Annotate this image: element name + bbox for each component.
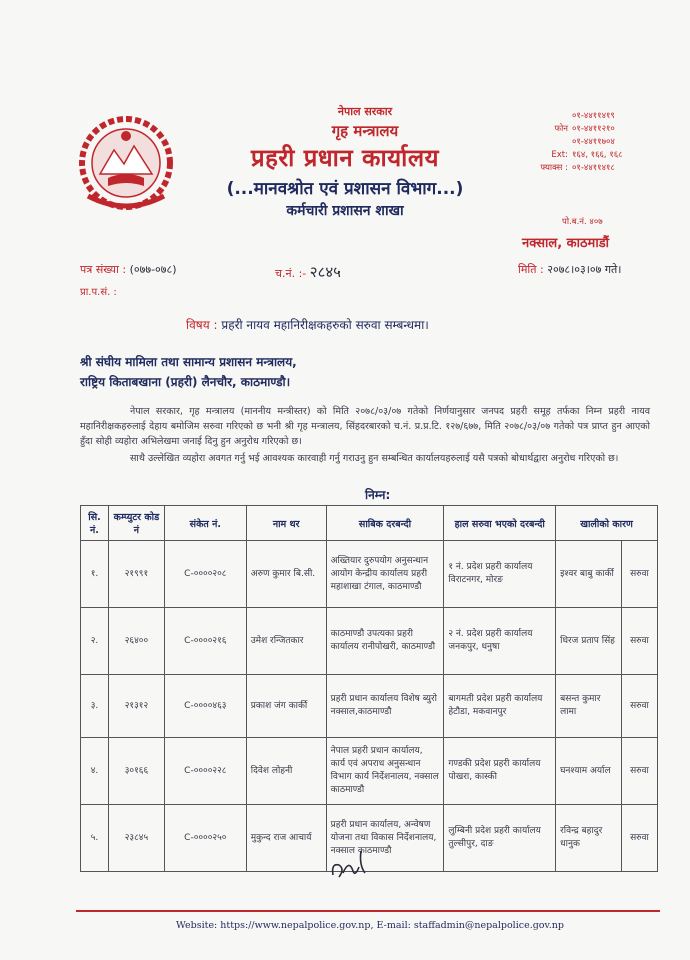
- cell-name: मुकुन्द राज आचार्य: [246, 805, 326, 872]
- government-name: नेपाल सरकार: [337, 105, 393, 118]
- phone-number: ०१-४४११४१९: [572, 111, 615, 121]
- cell-reason: सरुवा: [621, 541, 657, 608]
- column-header: हाल सरुवा भएको दरबन्दी: [444, 506, 556, 541]
- cell-sanket: C-००००२०८: [164, 541, 246, 608]
- cell-sanket: C-००००२१६: [164, 608, 246, 675]
- letter-number-value: (०७७-०७८): [129, 263, 177, 276]
- cell-sanket: C-००००२२८: [164, 738, 246, 805]
- subject-label: विषय :: [186, 318, 218, 332]
- cell-sanket: C-००००४६३: [164, 675, 246, 738]
- footer-divider: [76, 910, 660, 912]
- cell-reason: सरुवा: [621, 608, 657, 675]
- nepal-emblem-icon: [78, 108, 174, 218]
- office-location: नक्साल, काठमाडौं: [522, 236, 610, 251]
- contact-block: [520, 110, 623, 175]
- cell-vacancy-name: घनश्याम अर्याल: [556, 738, 622, 805]
- cell-previous-post: प्रहरी प्रधान कार्यालय, अन्वेषण योजना तथा विकास निर्देशनालय, नक्साल काठमाण्डौ: [326, 805, 444, 872]
- letter-number: [80, 262, 177, 277]
- date-label: मिति :: [518, 263, 544, 276]
- cell-code: ३०१६६: [108, 738, 164, 805]
- dispatch-number-value: २८४५: [309, 263, 341, 281]
- recipient-line: राष्ट्रिय किताबखाना (प्रहरी) लैनचौर, काठमाण्डौ।: [80, 375, 291, 389]
- column-header: संकेत नं.: [164, 506, 246, 541]
- fax-value: ०१-४४११४१८: [572, 163, 615, 173]
- cell-sn: १.: [81, 541, 109, 608]
- ext-value: १६४, १६६, १६८: [572, 150, 623, 160]
- cell-sanket: C-००००२५०: [164, 805, 246, 872]
- phone-label: फोन: [554, 124, 568, 134]
- section-name: कर्मचारी प्रशासन शाखा: [286, 203, 404, 219]
- footer-contact: Website: https://www.nepalpolice.gov.np, E-mail: staffadmin@nepalpolice.gov.np: [176, 920, 564, 931]
- dispatch-number: [275, 262, 341, 282]
- body-paragraph: नेपाल सरकार, गृह मन्त्रालय (माननीय मन्त्रीस्तर) को मिति २०७८/०३/०७ गतेको निर्णयानुसार जनपद प्रहरी समूह तर्फका निम्न प्रहरी नायव महानिरीक्षकहरुलाई देहाय बमोजिम सरुवा गरिएको छ भनी श्री गृह मन्त्रालय, सिंहदरबारको च.नं. प्र.प्र.टि. १२७/६७७, मिति २०७८/०३/०७ गतेको पत्र प्राप्त हुन आएको हुँदा सोही व्यहोरा अभिलेखमा जनाई दिनु हुन अनुरोध गरिएको छ।: [80, 406, 650, 447]
- cell-new-post: लुम्बिनी प्रदेश प्रहरी कार्यालय तुल्सीपुर, दाङ: [444, 805, 556, 872]
- cell-reason: सरुवा: [621, 738, 657, 805]
- letter-body: [80, 404, 650, 468]
- cell-sn: २.: [81, 608, 109, 675]
- cell-code: २६४००: [108, 608, 164, 675]
- ext-label: Ext:: [551, 150, 568, 160]
- date-value: २०७८।०३।०७ गते।: [547, 263, 622, 276]
- signature-icon: [325, 845, 375, 885]
- cell-name: दिवेश लोहनी: [246, 738, 326, 805]
- column-header: नाम थर: [246, 506, 326, 541]
- cell-name: उमेश रन्जितकार: [246, 608, 326, 675]
- reference-number: प्रा.प.सं. :: [80, 287, 117, 298]
- column-header: कम्प्युटर कोड नं: [108, 506, 164, 541]
- list-heading: निम्न:: [365, 488, 391, 502]
- letter-date: [518, 262, 621, 277]
- cell-code: २१९९१: [108, 541, 164, 608]
- table-row: [81, 675, 658, 738]
- body-paragraph: साथै उल्लेखित व्यहोरा अवगत गर्नु भई आवश्यक कारवाही गर्नु गराउनु हुन सम्बन्धित कार्यालयहरुलाई यसै पत्रको बोधार्थद्वारा अनुरोध गरिएको छ।: [130, 453, 619, 464]
- cell-vacancy-name: इश्वर बाबु कार्की: [556, 541, 622, 608]
- cell-previous-post: प्रहरी प्रधान कार्यालय विशेष ब्युरो नक्साल,काठमाण्डौ: [326, 675, 444, 738]
- cell-name: प्रकाश जंग कार्की: [246, 675, 326, 738]
- cell-name: अरुण कुमार बि.सी.: [246, 541, 326, 608]
- column-header: सि. नं.: [81, 506, 109, 541]
- cell-previous-post: काठमाण्डौ उपत्यका प्रहरी कार्यालय रानीपोखरी, काठमाण्डौ: [326, 608, 444, 675]
- cell-code: २१३१२: [108, 675, 164, 738]
- po-box: पो.ब.नं. ४०७: [562, 217, 603, 227]
- cell-new-post: १ नं. प्रदेश प्रहरी कार्यालय विराटनगर, मोरङ: [444, 541, 556, 608]
- cell-vacancy-name: धिरज प्रताप सिंह: [556, 608, 622, 675]
- cell-previous-post: अख्तियार दुरुपयोग अनुसन्धान आयोग केन्द्रीय कार्यालय प्रहरी महाशाखा टंगाल, काठमाण्डौ: [326, 541, 444, 608]
- cell-new-post: २ नं. प्रदेश प्रहरी कार्यालय जनकपुर, धनुषा: [444, 608, 556, 675]
- cell-vacancy-name: रविन्द्र बहादुर धानुक: [556, 805, 622, 872]
- column-header: खालीको कारण: [556, 506, 658, 541]
- ministry-name: गृह मन्त्रालय: [331, 122, 399, 140]
- recipient-line: श्री संघीय मामिला तथा सामान्य प्रशासन मन्त्रालय,: [80, 355, 297, 369]
- cell-reason: सरुवा: [621, 675, 657, 738]
- cell-reason: सरुवा: [621, 805, 657, 872]
- column-header: साबिक दरबन्दी: [326, 506, 444, 541]
- cell-sn: ४.: [81, 738, 109, 805]
- recipient-block: [80, 352, 297, 392]
- cell-sn: ५.: [81, 805, 109, 872]
- cell-new-post: बागमती प्रदेश प्रहरी कार्यालय हेटौडा, मकवानपुर: [444, 675, 556, 738]
- fax-label: फ्याक्स :: [540, 163, 568, 173]
- letter-number-label: पत्र संख्या :: [80, 263, 127, 276]
- table-row: [81, 608, 658, 675]
- table-row: [81, 738, 658, 805]
- division-name: (...मानवश्रोत एवं प्रशासन विभाग...): [226, 179, 464, 199]
- subject-line: [186, 316, 429, 333]
- subject-text: प्रहरी नायव महानिरीक्षकहरुको सरुवा सम्बन्धमा।: [221, 318, 429, 332]
- cell-sn: ३.: [81, 675, 109, 738]
- office-name: प्रहरी प्रधान कार्यालय: [250, 144, 440, 172]
- table-header-row: [81, 506, 658, 541]
- phone-number: ०१-४४११७०४: [572, 137, 615, 147]
- cell-code: २३८४५: [108, 805, 164, 872]
- cell-new-post: गण्डकी प्रदेश प्रहरी कार्यालय पोखरा, कास्की: [444, 738, 556, 805]
- cell-previous-post: नेपाल प्रहरी प्रधान कार्यालय, कार्य एवं अपराध अनुसन्धान विभाग कार्य निर्देशनालय, नक्साल काठमाण्डौ: [326, 738, 444, 805]
- dispatch-number-label: च.नं. :-: [275, 267, 307, 280]
- cell-vacancy-name: बसन्त कुमार लामा: [556, 675, 622, 738]
- phone-number: ०१-४४११२१०: [572, 124, 615, 134]
- table-row: [81, 541, 658, 608]
- transfer-table: [80, 505, 658, 872]
